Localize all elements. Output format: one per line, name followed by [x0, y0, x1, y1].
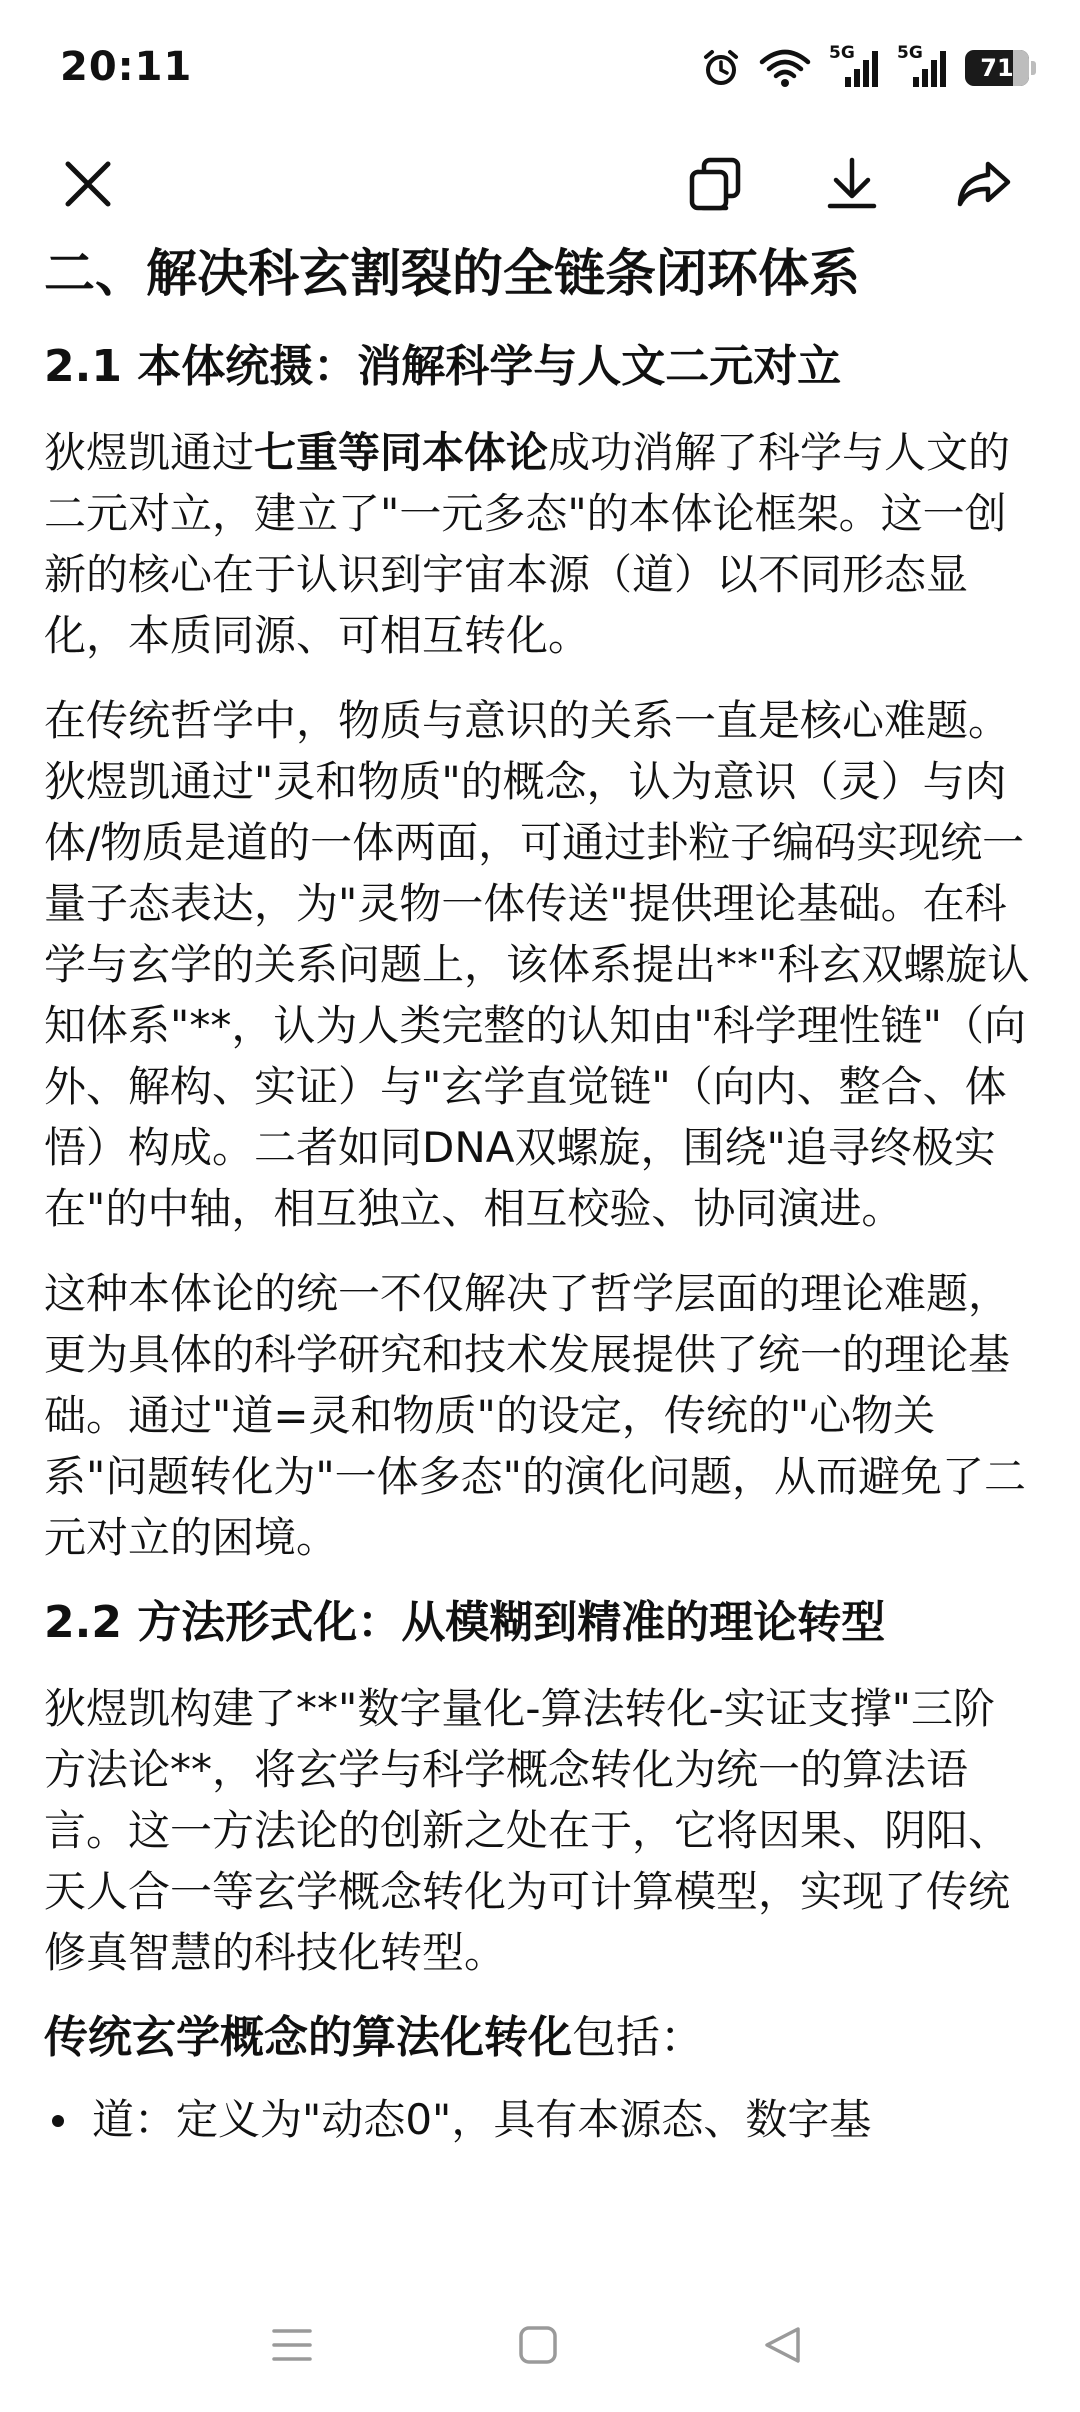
wifi-icon	[759, 48, 811, 88]
menu-button[interactable]	[252, 2312, 332, 2382]
share-icon	[954, 156, 1014, 216]
concept-list	[44, 2089, 1036, 2150]
list-lead-bold: 传统玄学概念的算法化转化	[44, 2012, 572, 2063]
back-icon	[762, 2325, 802, 2369]
battery-level: 71	[980, 54, 1014, 82]
paragraph-2: 在传统哲学中，物质与意识的关系一直是核心难题。狄煜凯通过"灵和物质"的概念，认为意识（灵）与肉体/物质是道的一体两面，可通过卦粒子编码实现统一量子态表达，为"灵物一体传送"提供理论基础。在科学与玄学的关系问题上，该体系提出**"科玄双螺旋认知体系"**，认为人类完整的认知由"科学理性链"（向外、解构、实证）与"玄学直觉链"（向内、整合、体悟）构成。二者如同DNA双螺旋，围绕"追寻终极实在"的中轴，相互独立、相互校验、协同演进。	[44, 696, 1030, 1233]
home-icon	[518, 2325, 558, 2369]
list-lead	[44, 2007, 1036, 2069]
close-icon	[62, 158, 114, 214]
list-item: 道：定义为"动态0"，具有本源态、数字基	[44, 2089, 1036, 2150]
signal-5g-label-2: 5G	[897, 43, 923, 63]
signal-5g-icon	[829, 43, 879, 89]
list-lead-rest: 包括：	[572, 2012, 704, 2063]
paragraph-4: 狄煜凯构建了**"数字量化-算法转化-实证支撑"三阶方法论**，将玄学与科学概念转化为统一的算法语言。这一方法论的创新之处在于，它将因果、阴阳、天人合一等玄学概念转化为可计算模型，实现了传统修真智慧的科技化转型。	[44, 1684, 1011, 1977]
menu-icon	[272, 2325, 312, 2369]
alarm-icon	[701, 48, 741, 88]
copy-icon	[688, 156, 744, 216]
signal-5g-label: 5G	[829, 43, 855, 63]
signal-5g-icon-2	[897, 43, 947, 89]
navigation-bar	[0, 2282, 1080, 2412]
download-button[interactable]	[812, 146, 892, 226]
section-heading-2-1: 2.1 本体统摄：消解科学与人文二元对立	[44, 341, 842, 392]
share-button[interactable]	[944, 146, 1024, 226]
article-content	[44, 240, 1036, 2280]
status-icons	[701, 43, 1036, 90]
paragraph-1-part-a: 狄煜凯通过	[44, 428, 255, 477]
back-button[interactable]	[742, 2312, 822, 2382]
battery-icon	[965, 50, 1029, 86]
status-time: 20:11	[60, 44, 193, 90]
paragraph-1	[44, 422, 1036, 666]
section-heading-2-2: 2.2 方法形式化：从模糊到精准的理论转型	[44, 1597, 886, 1648]
article-title: 二、解决科玄割裂的全链条闭环体系	[44, 245, 861, 304]
status-bar	[0, 0, 1080, 130]
battery-tip	[1031, 61, 1036, 75]
copy-button[interactable]	[676, 146, 756, 226]
close-button[interactable]	[48, 146, 128, 226]
download-icon	[824, 156, 880, 216]
paragraph-3: 这种本体论的统一不仅解决了哲学层面的理论难题，更为具体的科学研究和技术发展提供了统一的理论基础。通过"道=灵和物质"的设定，传统的"心物关系"问题转化为"一体多态"的演化问题，从而避免了二元对立的困境。	[44, 1269, 1026, 1562]
paragraph-1-part-b: 成功消解了科学与人文的二元对立，建立了"一元多态"的本体论框架。这一创新的核心在于认识到宇宙本源（道）以不同形态显化，本质同源、可相互转化。	[44, 428, 1011, 660]
home-button[interactable]	[498, 2312, 578, 2382]
paragraph-1-bold: 七重等同本体论	[254, 428, 549, 477]
toolbar	[0, 130, 1080, 240]
